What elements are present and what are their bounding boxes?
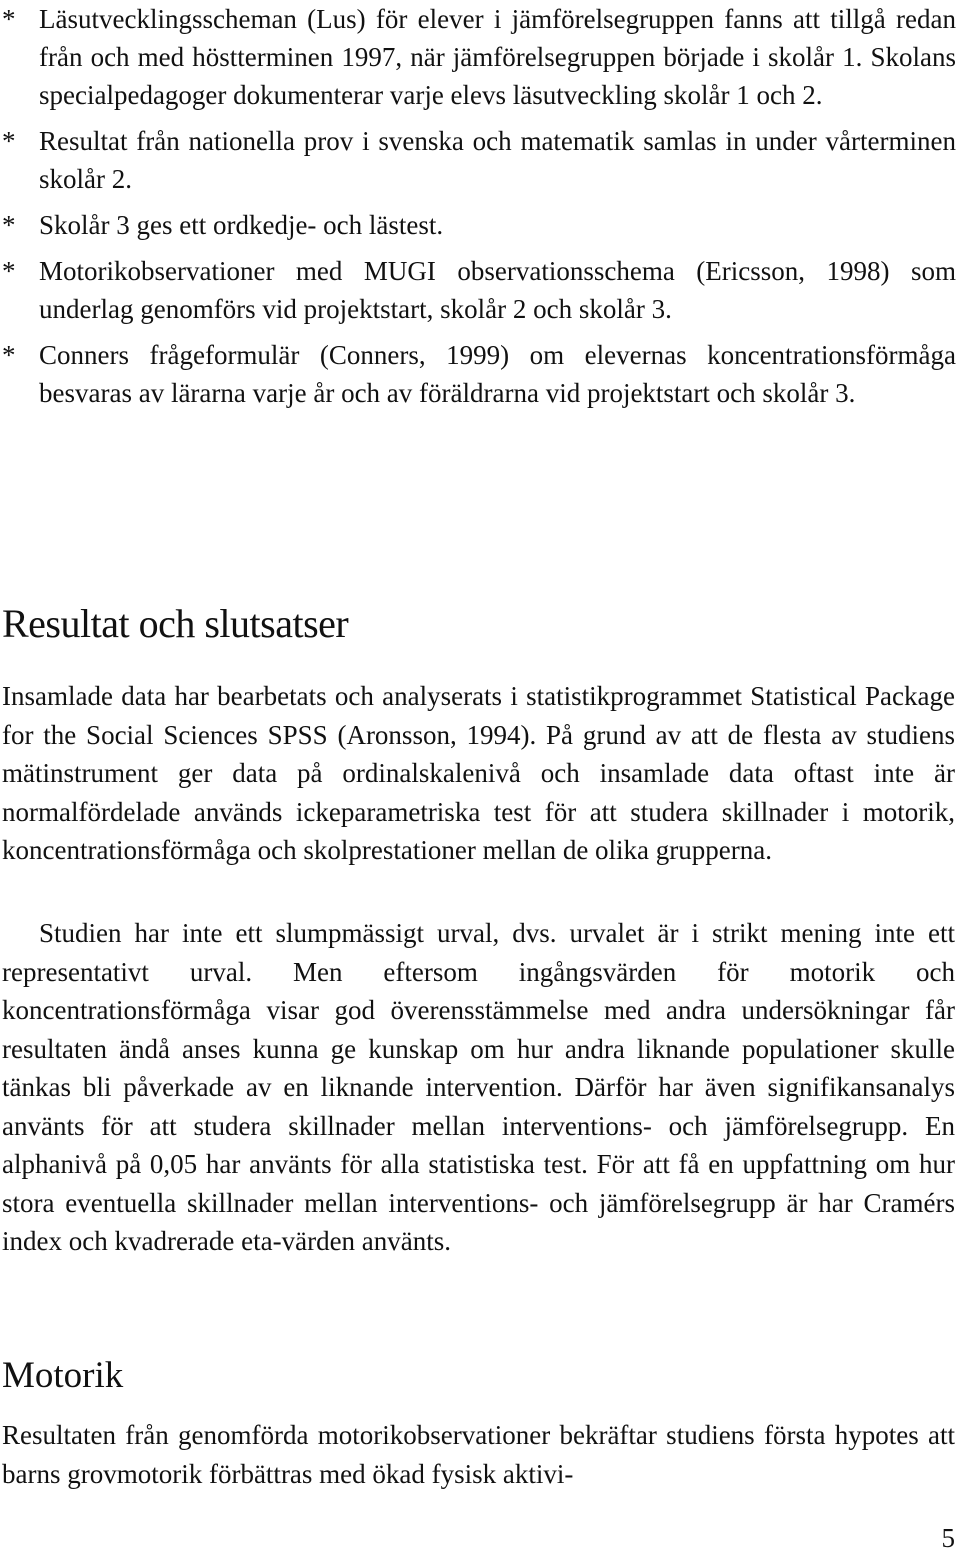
motorik-heading: Motorik bbox=[2, 1355, 124, 1396]
bullet-text: Skolår 3 ges ett ordkedje- och lästest. bbox=[39, 210, 444, 240]
method-bullet-list bbox=[2, 0, 956, 420]
bullet-marker: * bbox=[2, 4, 16, 34]
results-heading: Resultat och slutsatser bbox=[2, 601, 349, 646]
bullet-item-conners-form bbox=[2, 336, 956, 412]
results-paragraph-1: Insamlade data har bearbetats och analyserats i statistikprogrammet Statistical Package for the Social Sciences SPSS (Aronsson, 1994). På grund av att de flesta av studiens mätinstrument ger data på ordinalskalenivå och insamlade data oftast inte är normalfördelade används ickeparametriska test för att studera skillnader i motorik, koncentrationsförmåga och skolprestationer mellan de olika grupperna. bbox=[2, 681, 955, 865]
bullet-marker: * bbox=[2, 256, 16, 286]
bullet-item-motor-observations bbox=[2, 252, 956, 328]
bullet-item-lus bbox=[2, 0, 956, 114]
bullet-marker: * bbox=[2, 126, 16, 156]
bullet-item-reading-test bbox=[2, 206, 956, 244]
bullet-marker: * bbox=[2, 340, 16, 370]
bullet-marker: * bbox=[2, 210, 16, 240]
page-number: 5 bbox=[941, 1523, 955, 1553]
bullet-item-national-tests bbox=[2, 122, 956, 198]
bullet-text: Läsutvecklingsscheman (Lus) för elever i jämförelsegruppen fanns att tillgå redan från och med höstterminen 1997, när jämförelsegruppen började i skolår 1. Skolans specialpedagoger dokumenterar varje elevs läsutveckling skolår 1 och 2. bbox=[39, 4, 956, 110]
bullet-text: Motorikobservationer med MUGI observationsschema (Ericsson, 1998) som underlag genomförs vid projektstart, skolår 2 och skolår 3. bbox=[39, 256, 956, 324]
motorik-paragraph: Resultaten från genomförda motorikobservationer bekräftar studiens första hypotes att barns grovmotorik förbättras med ökad fysisk aktivi- bbox=[2, 1420, 955, 1489]
results-paragraph-2: Studien har inte ett slumpmässigt urval, dvs. urvalet är i strikt mening inte ett representativt urval. Men eftersom ingångsvärden för motorik och koncentrationsförmåga visar god överensstämmelse med andra undersökningar får resultaten ändå anses kunna ge kunskap om hur andra liknande populationer skulle tänkas bli påverkade av en liknande intervention. Därför har även signifikansanalys använts för att studera skillnader mellan interventions- och jämförelsegrupp. En alphanivå på 0,05 har använts för alla statistiska test. För att få en uppfattning om hur stora eventuella skillnader mellan interventions- och jämförelsegrupp är har Cramérs index och kvadrerade eta-värden använts. bbox=[2, 918, 955, 1256]
bullet-text: Conners frågeformulär (Conners, 1999) om elevernas koncentrationsförmåga besvaras av lärarna varje år och av föräldrarna vid projektstart och skolår 3. bbox=[39, 340, 956, 408]
bullet-text: Resultat från nationella prov i svenska och matematik samlas in under vårterminen skolår 2. bbox=[39, 126, 956, 194]
